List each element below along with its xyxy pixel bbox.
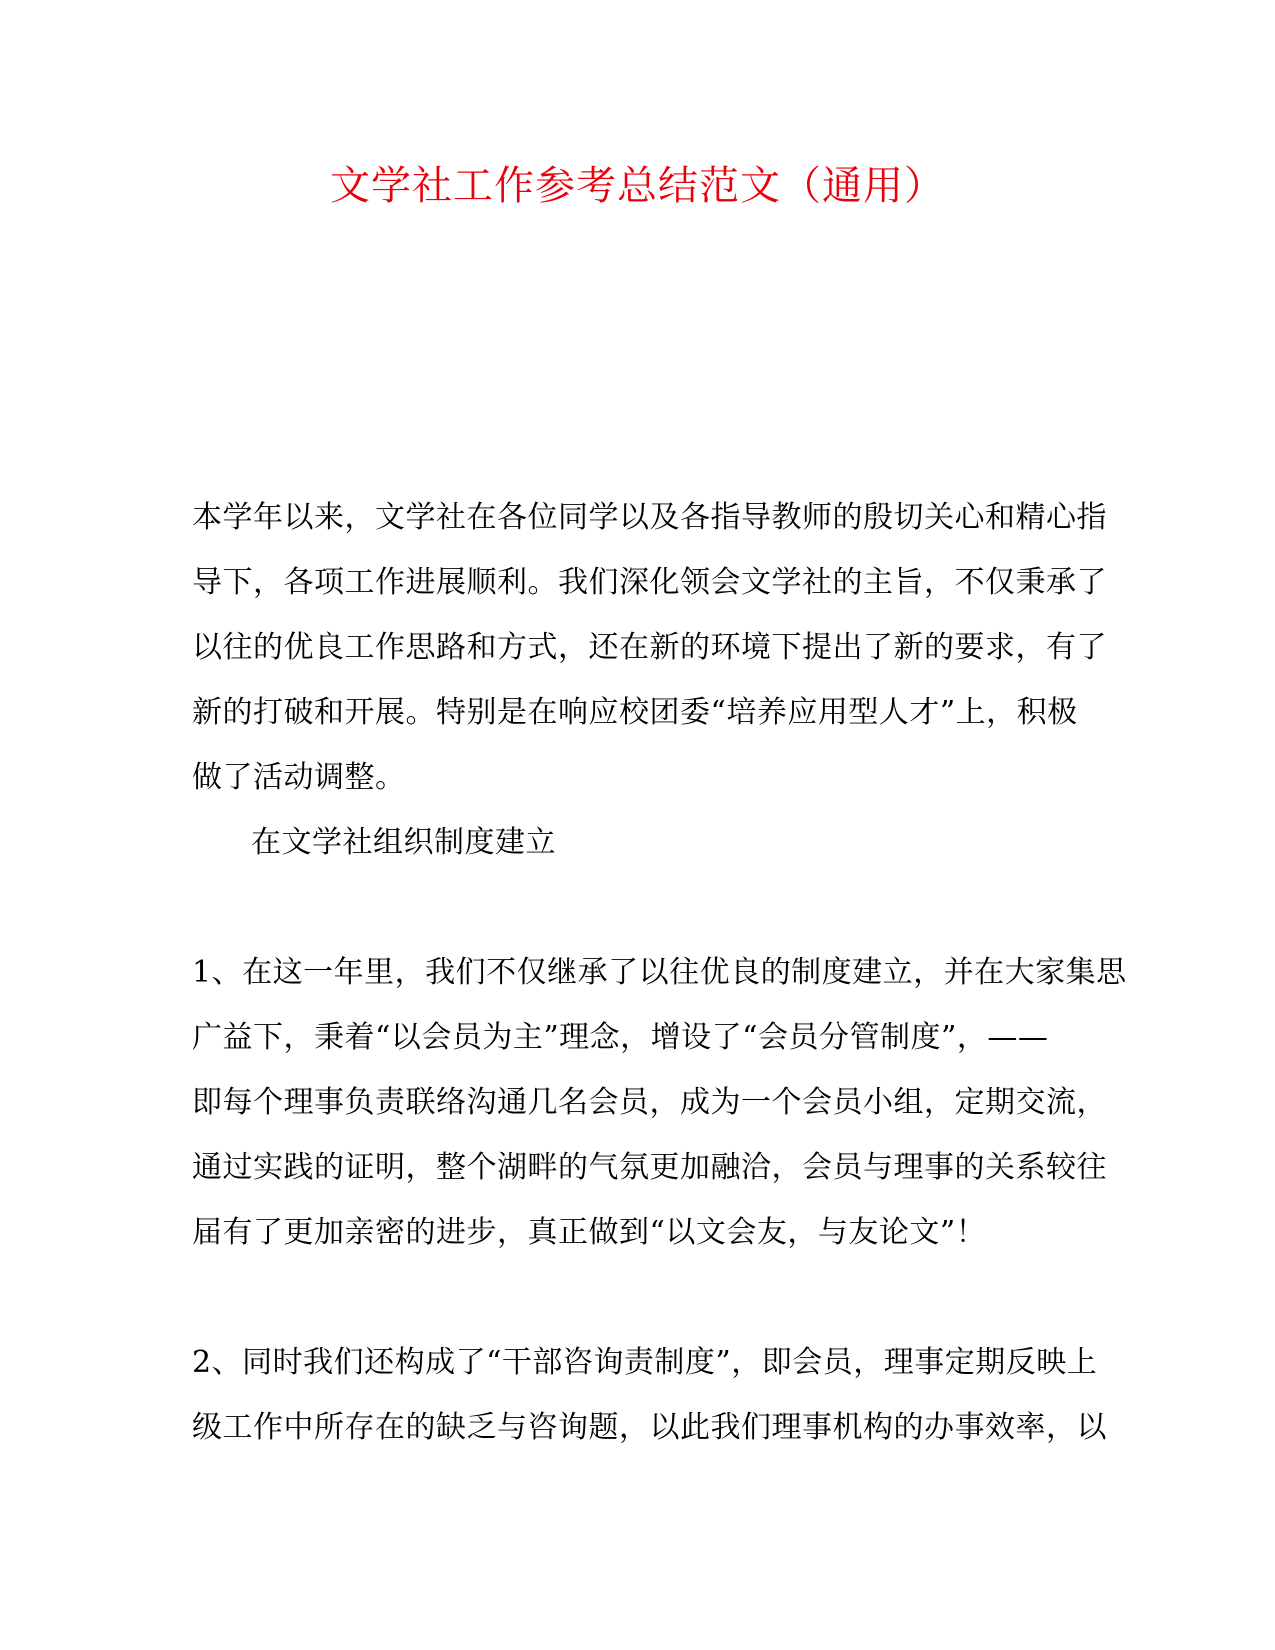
text-line: 本学年以来，文学社在各位同学以及各指导教师的殷切关心和精心指 bbox=[192, 500, 1107, 535]
text-line: 在文学社组织制度建立 bbox=[251, 825, 556, 860]
text-line: 级工作中所存在的缺乏与咨询题，以此我们理事机构的办事效率，以 bbox=[192, 1410, 1107, 1445]
text-line: 导下，各项工作进展顺利。我们深化领会文学社的主旨，不仅秉承了 bbox=[192, 565, 1107, 600]
intro-paragraph bbox=[192, 485, 1107, 810]
text-line: 广益下，秉着“以会员为主”理念，增设了“会员分管制度”，—— bbox=[192, 1020, 1049, 1055]
text-line: 2、同时我们还构成了“干部咨询责制度”，即会员，理事定期反映上 bbox=[192, 1345, 1098, 1380]
item-2-paragraph bbox=[192, 1330, 1107, 1460]
item-1-paragraph bbox=[192, 940, 1127, 1265]
text-line: 以往的优良工作思路和方式，还在新的环境下提出了新的要求，有了 bbox=[192, 630, 1107, 665]
text-line: 新的打破和开展。特别是在响应校团委“培养应用型人才”上，积极 bbox=[192, 695, 1078, 730]
text-line: 通过实践的证明，整个湖畔的气氛更加融洽，会员与理事的关系较往 bbox=[192, 1150, 1107, 1185]
text-line: 即每个理事负责联络沟通几名会员，成为一个会员小组，定期交流， bbox=[192, 1085, 1107, 1120]
document-title: 文学社工作参考总结范文（通用） bbox=[330, 163, 945, 209]
section-heading bbox=[251, 810, 1151, 875]
text-line: 届有了更加亲密的进步，真正做到“以文会友，与友论文”！ bbox=[192, 1215, 987, 1250]
text-line: 做了活动调整。 bbox=[192, 760, 406, 795]
text-line: 1、在这一年里，我们不仅继承了以往优良的制度建立，并在大家集思 bbox=[192, 955, 1127, 990]
